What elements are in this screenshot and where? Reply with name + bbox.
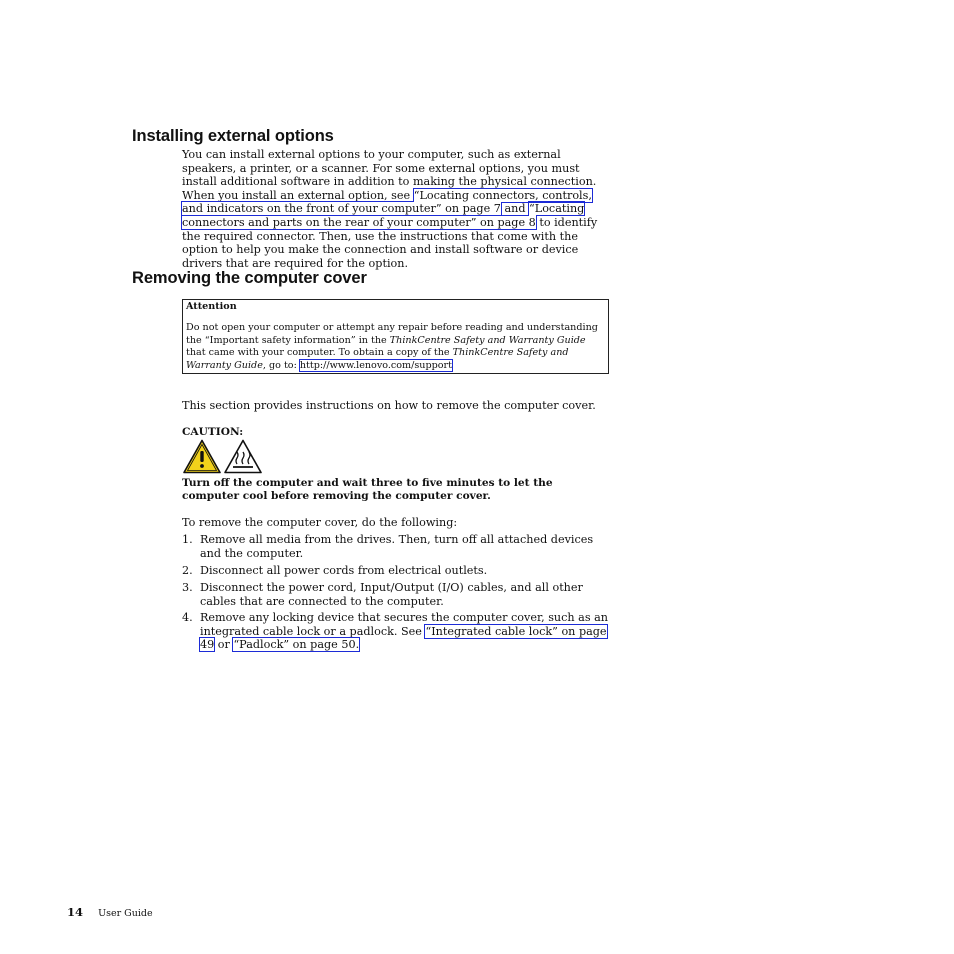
steps-intro-text: To remove the computer cover, do the following: bbox=[182, 516, 458, 529]
section-intro-text: This section provides instructions on how to remove the computer cover. bbox=[182, 399, 596, 412]
paragraph-text: and bbox=[500, 202, 530, 216]
step-text-part: or bbox=[214, 638, 234, 652]
page-number: 14 bbox=[67, 905, 84, 919]
link-integrated-cable-lock[interactable]: “Integrated cable lock” on page 49 bbox=[200, 624, 607, 652]
installing-options-paragraph bbox=[182, 148, 610, 270]
page-footer bbox=[67, 901, 153, 920]
attention-text bbox=[186, 322, 608, 373]
hot-surface-icon bbox=[224, 439, 262, 474]
step-text-part: Remove any locking device that secures the computer cover, such as an integrated cable lock or a padlock. See bbox=[200, 611, 609, 638]
warning-triangle-icon bbox=[183, 439, 221, 474]
step-text: Disconnect all power cords from electrical outlets. bbox=[200, 564, 488, 577]
step-text: Disconnect the power cord, Input/Output (I/O) cables, and all other cables that are connected to the computer. bbox=[200, 581, 583, 608]
step-number: 1. bbox=[182, 533, 193, 546]
step-text: Remove all media from the drives. Then, turn off all attached devices and the computer. bbox=[200, 533, 594, 560]
attention-text-part: Do not open your computer or attempt any repair before reading and understanding the “Important safety information” in the bbox=[186, 322, 598, 346]
support-url-link[interactable]: http://www.lenovo.com/support bbox=[299, 360, 452, 372]
caution-label: CAUTION: bbox=[182, 426, 244, 438]
caution-icons bbox=[183, 439, 263, 474]
guide-title: ThinkCentre Safety and Warranty Guide bbox=[389, 334, 586, 346]
paragraph-text: to identify the required connector. Then, use the instructions that come with the option to help you make the connection and install software or device drivers that are required for the option. bbox=[182, 215, 598, 270]
attention-box bbox=[182, 299, 609, 374]
caution-text: Turn off the computer and wait three to five minutes to let the computer cool before removing the computer cover. bbox=[182, 477, 553, 503]
attention-text-part: that came with your computer. To obtain a copy of the bbox=[186, 347, 453, 359]
attention-text-part: , go to: bbox=[262, 360, 300, 372]
attention-title: Attention bbox=[186, 301, 237, 312]
paragraph-text: You can install external options to your computer, such as external speakers, a printer, or a scanner. For some external options, you must install additional software in addition to making the physical connection. When you install an external option, see bbox=[182, 148, 597, 202]
guide-title: ThinkCentre Safety and Warranty Guide bbox=[186, 347, 569, 372]
link-rear-connectors[interactable]: “Locating connectors and parts on the rear of your computer” on page 8 bbox=[182, 202, 585, 229]
link-padlock[interactable]: “Padlock” on page 50. bbox=[233, 638, 360, 652]
section-heading-installing-external-options: Installing external options bbox=[132, 127, 334, 145]
step-number: 2. bbox=[182, 564, 193, 577]
step-number: 3. bbox=[182, 581, 193, 594]
footer-doc-title: User Guide bbox=[98, 908, 153, 919]
section-heading-removing-cover: Removing the computer cover bbox=[132, 269, 367, 287]
step-number: 4. bbox=[182, 611, 193, 624]
link-front-connectors[interactable]: “Locating connectors, controls, and indicators on the front of your computer” on page 7 bbox=[182, 188, 592, 216]
step-text bbox=[200, 611, 610, 652]
